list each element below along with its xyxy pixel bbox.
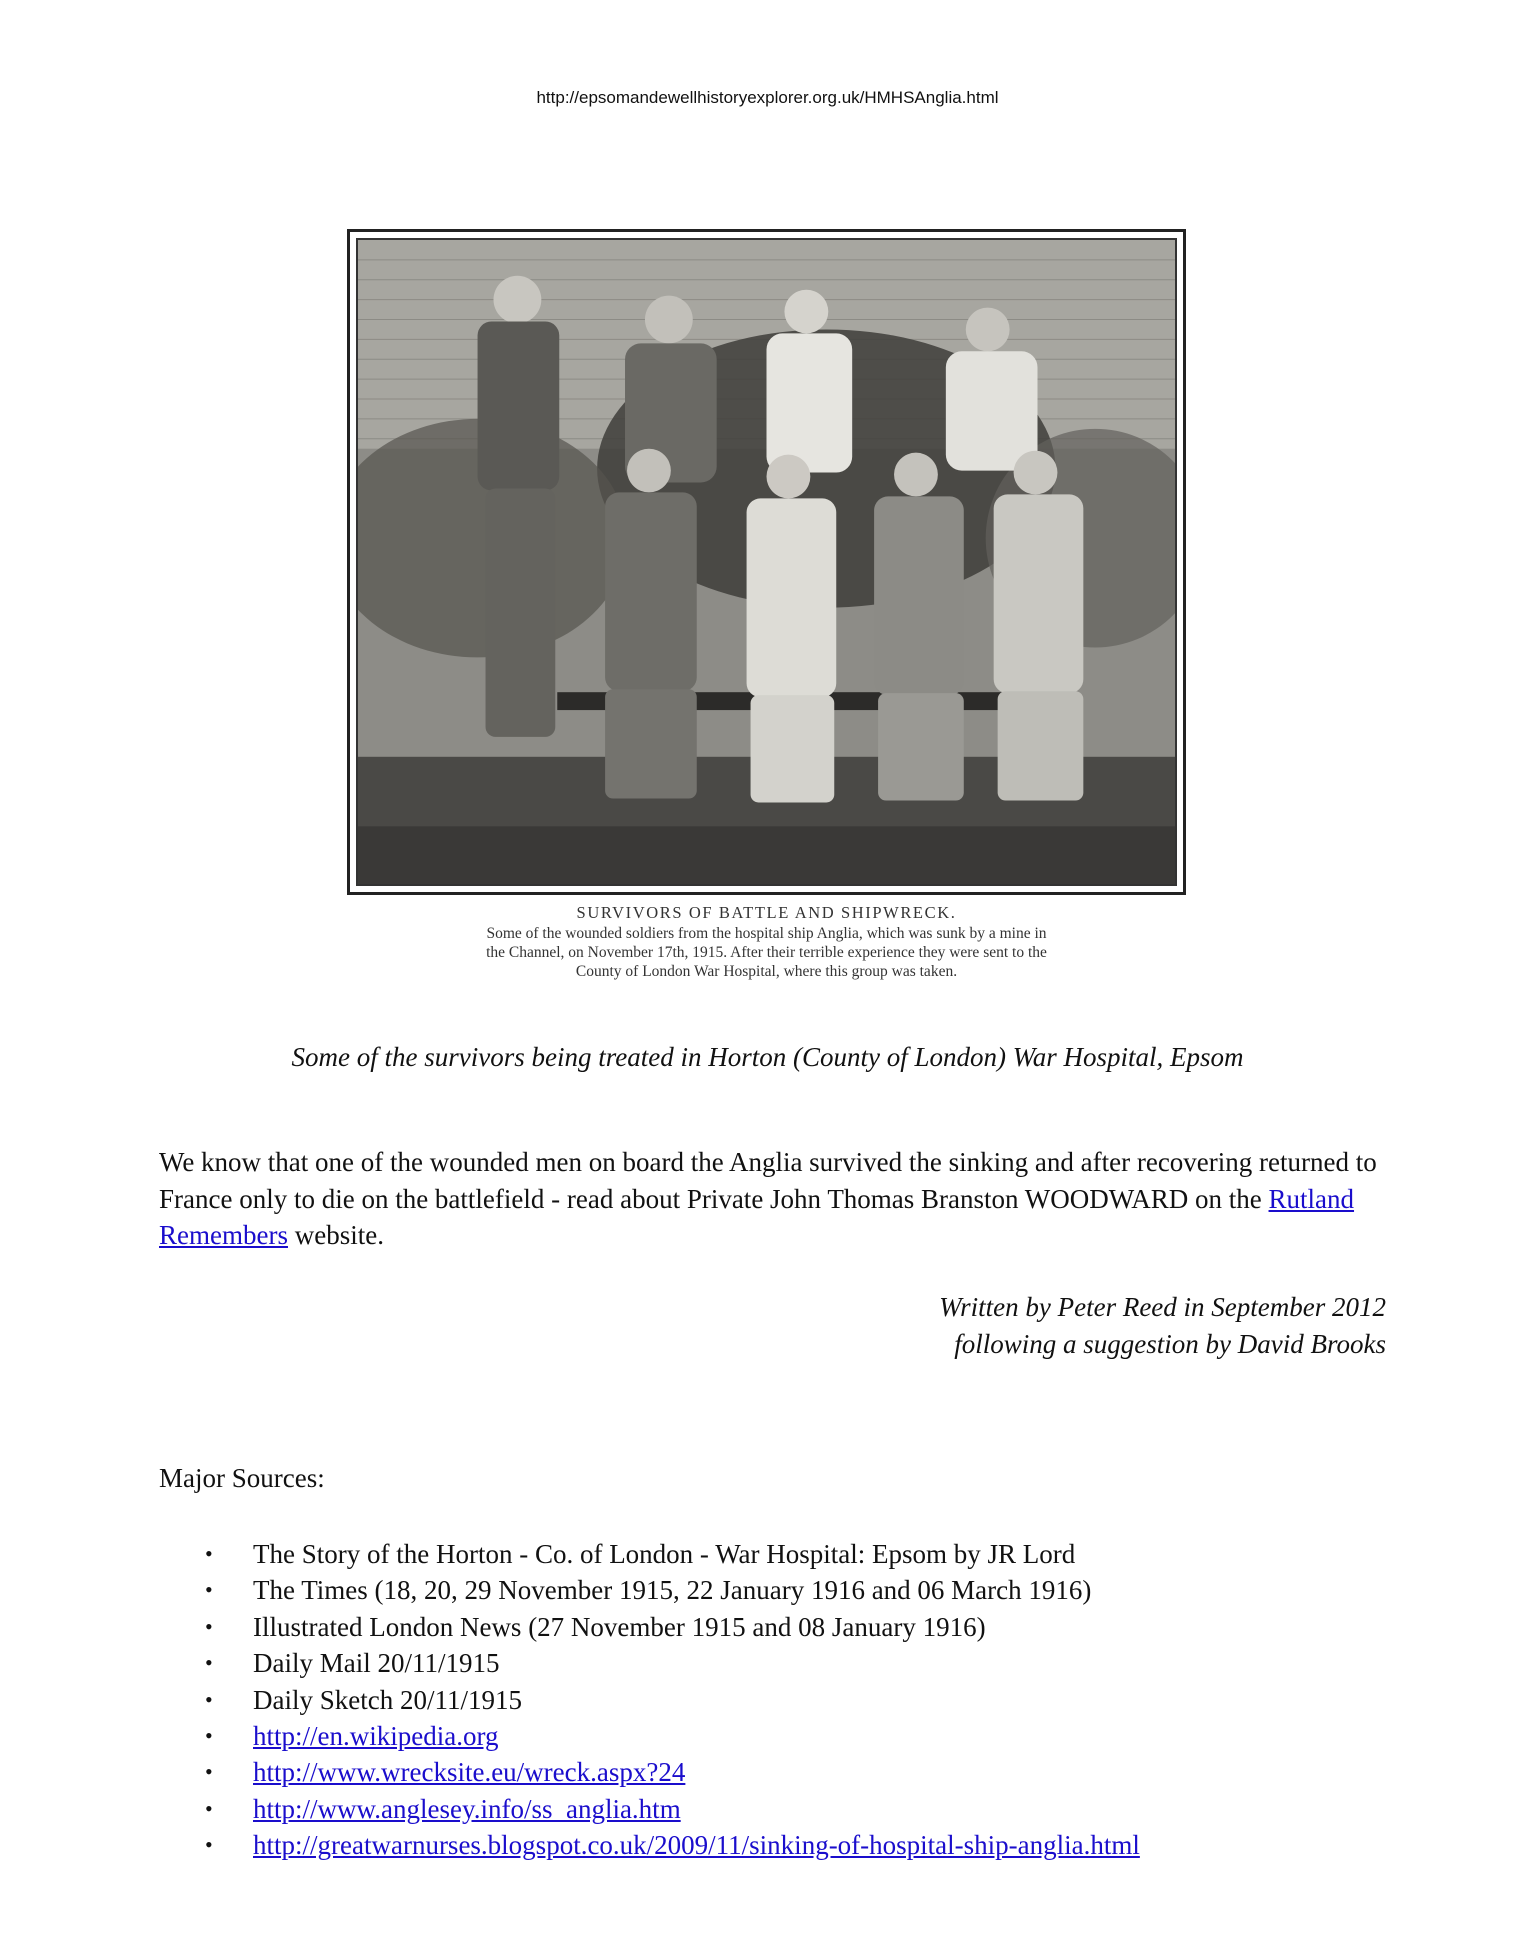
body-paragraph (159, 1144, 1379, 1254)
signature-line-1: Written by Peter Reed in September 2012 (939, 1292, 1386, 1322)
survivors-photograph (347, 229, 1186, 895)
bullet-icon: • (205, 1759, 213, 1785)
bullet-icon: • (205, 1832, 213, 1858)
bullet-icon: • (205, 1686, 213, 1712)
source-item (159, 1718, 1140, 1754)
source-item (159, 1682, 1140, 1718)
source-item (159, 1609, 1140, 1645)
greatwarnurses-link[interactable]: http://greatwarnurses.blogspot.co.uk/2009/11/sinking-of-hospital-ship-anglia.html (253, 1830, 1140, 1861)
photo-caption-line: the Channel, on November 17th, 1915. After their terrible experience they were sent to the (486, 944, 1047, 961)
sources-list (159, 1536, 1140, 1864)
bullet-icon: • (205, 1541, 213, 1566)
photo-caption-line: County of London War Hospital, where this group was taken. (575, 963, 958, 980)
source-item (159, 1827, 1140, 1863)
source-text: The Story of the Horton - Co. of London - War Hospital: Epsom by JR Lord (253, 1539, 1076, 1569)
source-text: Illustrated London News (27 November 1915 and 08 January 1916) (253, 1611, 986, 1642)
author-signature (939, 1289, 1386, 1362)
source-item (159, 1536, 1140, 1572)
source-item (159, 1754, 1140, 1790)
photo-caption-title: SURVIVORS OF BATTLE AND SHIPWRECK. (576, 903, 957, 922)
bullet-icon: • (205, 1577, 213, 1603)
source-item (159, 1645, 1140, 1681)
source-item (159, 1572, 1140, 1608)
wikipedia-link[interactable]: http://en.wikipedia.org (253, 1721, 499, 1752)
bullet-icon: • (205, 1723, 213, 1749)
sources-heading: Major Sources: (159, 1463, 325, 1493)
photo-printed-caption (340, 903, 1193, 981)
source-item (159, 1791, 1140, 1827)
bullet-icon: • (205, 1795, 213, 1821)
source-text: The Times (18, 20, 29 November 1915, 22 January 1916 and 06 March 1916) (253, 1575, 1092, 1606)
source-text: Daily Mail 20/11/1915 (253, 1648, 500, 1679)
source-text: Daily Sketch 20/11/1915 (253, 1684, 522, 1715)
wrecksite-link[interactable]: http://www.wrecksite.eu/wreck.aspx?24 (253, 1757, 686, 1788)
photo-caption-line: Some of the wounded soldiers from the hospital ship Anglia, which was sunk by a mine in (486, 925, 1047, 942)
photo-caption-body (340, 924, 1193, 981)
page-url-header: http://epsomandewellhistoryexplorer.org.uk/HMHSAnglia.html (536, 88, 999, 107)
rutland-remembers-link[interactable]: Rutland Remembers (159, 1183, 1355, 1250)
photograph-image (356, 238, 1177, 886)
bullet-icon: • (205, 1650, 213, 1676)
document-image-caption: Some of the survivors being treated in Horton (County of London) War Hospital, Epsom (291, 1042, 1244, 1072)
bullet-icon: • (205, 1613, 213, 1639)
signature-line-2: following a suggestion by David Brooks (954, 1328, 1386, 1359)
paragraph-text-end: website. (287, 1220, 384, 1250)
paragraph-text: We know that one of the wounded men on board the Anglia survived the sinking and after recovering returned to France only to die on the battlefield - read about Private John Thomas Branston WOODWARD on the (159, 1147, 1377, 1214)
anglesey-link[interactable]: http://www.anglesey.info/ss_anglia.htm (253, 1793, 681, 1824)
